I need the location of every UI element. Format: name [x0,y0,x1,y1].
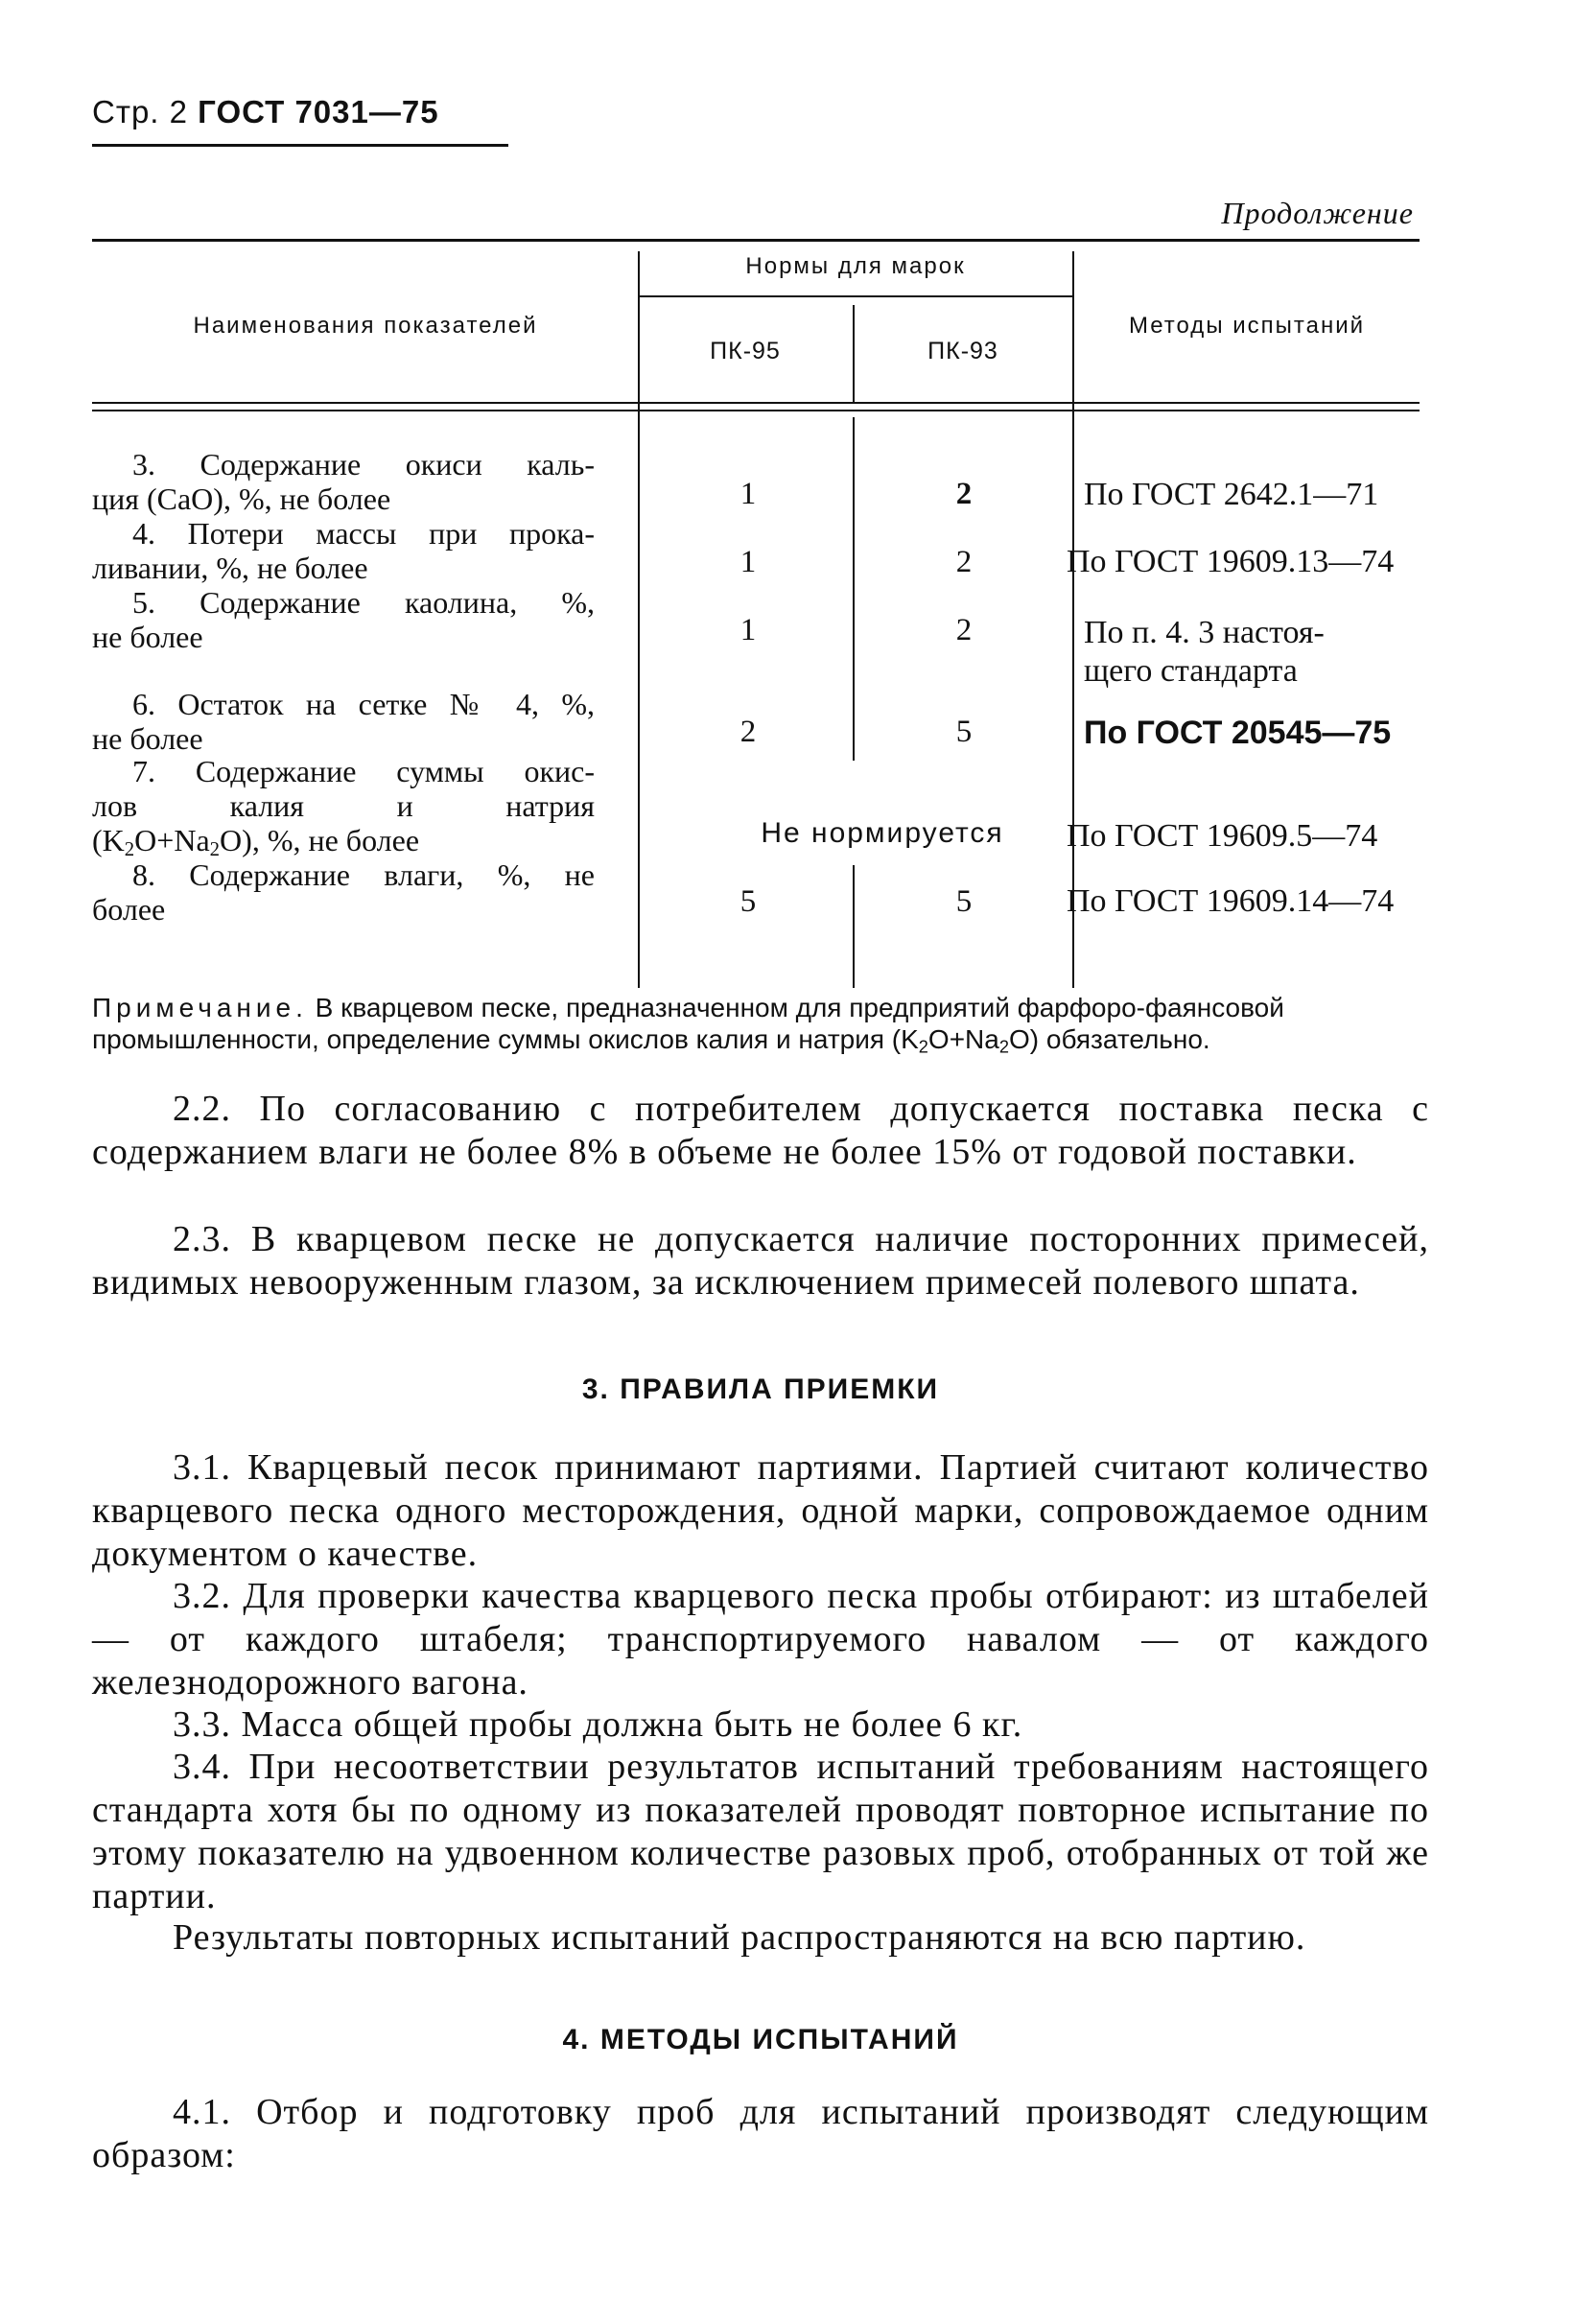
paragraph-4-1: 4.1. Отбор и подготовку проб для испытаний производят следующим образом: [92,2092,1429,2175]
standard-number: ГОСТ 7031—75 [198,94,439,129]
header-grade-pk93: ПК-93 [927,338,998,364]
header-norms: Нормы для марок [745,253,966,279]
table-row-4-pk95: 1 [739,545,757,579]
table-row-5-pk95: 1 [739,613,757,647]
page-number: Стр. 2 [92,94,188,129]
paragraph-3-4-result: Результаты повторных испытаний распространяются на всю партию. [173,1917,1306,1958]
header-grade-pk95: ПК-95 [710,338,781,364]
table-row-3-pk95: 1 [739,477,757,511]
table-header-rule-1 [92,402,1420,404]
paragraph-2-2: 2.2. По согласованию с потребителем допускается поставка песка с содержанием влаги не более 8% в объеме не более 15% от годовой поставки. [92,1089,1429,1172]
header-indicators: Наименования показателей [193,313,538,339]
continuation-label: Продолжение [1221,196,1414,230]
paragraph-3-2: 3.2. Для проверки качества кварцевого песка пробы отбирают: из штабелей — от каждого штабеля; транспортируемого навалом — от каждого железнодорожного вагона. [92,1576,1429,1702]
table-row-7-span-value: Не нормируется [761,817,1004,849]
section-heading-3: 3. ПРАВИЛА ПРИЕМКИ [581,1374,940,1405]
paragraph-3-1: 3.1. Кварцевый песок принимают партиями. Партией считают количество кварцевого песка одного месторождения, одной марки, сопровождаемое одним документом о качестве. [92,1447,1429,1574]
table-row-8-indicator: 8. Содержание влаги, %, не более [92,857,595,927]
table-row-3-pk93: 2 [955,477,973,511]
table-row-3-indicator: 3. Содержание окиси каль- ция (CaO), %, не более [92,447,595,516]
header-rule [92,144,508,147]
table-row-5-method: По п. 4. 3 настоя- щего стандарта [1084,615,1325,689]
section-heading-4: 4. МЕТОДЫ ИСПЫТАНИЙ [562,2024,959,2055]
table-row-8-pk95: 5 [739,884,757,919]
table-row-7-indicator: 7. Содержание суммы окис- лов калия и натрия $(K_2O+Na_2O)$, %, не более [92,754,595,861]
table-divider-right [1072,251,1074,988]
table-top-rule [92,239,1420,242]
table-row-7-method: По ГОСТ 19609.5—74 [1067,818,1378,854]
table-note: Примечание. В кварцевом песке, предназначенном для предприятий фарфоро-фаянсовой промышленности, определение суммы окислов калия и натрия $(K_2O+Na_2O)$ обязательно. [92,993,1284,1057]
table-row-8-method: По ГОСТ 19609.14—74 [1067,883,1395,919]
table-row-6-pk93: 5 [955,715,973,749]
norms-subheader-rule [639,295,1072,297]
table-row-4-indicator: 4. Потери массы при прока- ливании, %, не более [92,516,595,585]
table-row-8-pk93: 5 [955,884,973,919]
paragraph-3-4: 3.4. При несоответствии результатов испытаний требованиям настоящего стандарта хотя бы по одному из показателей проводят повторное испытание по этому показателю на удвоенном количестве разовых проб, отобранных от той же партии. [92,1747,1429,1916]
table-row-4-pk93: 2 [955,545,973,579]
table-row-5-indicator: 5. Содержание каолина, %, не более [92,585,595,654]
table-row-6-indicator: 6. Остаток на сетке № 4, %, не более [92,687,595,756]
page-header [92,94,439,130]
grade-divider-upper [853,417,855,761]
grade-divider-lower [853,865,855,988]
header-methods: Методы испытаний [1128,313,1366,339]
paragraph-2-3: 2.3. В кварцевом песке не допускается наличие посторонних примесей, видимых невооруженным глазом, за исключением примесей полевого шпата. [92,1219,1429,1303]
paragraph-3-3: 3.3. Масса общей пробы должна быть не более 6 кг. [173,1704,1023,1745]
table-header-rule-2 [92,410,1420,411]
table-row-5-pk93: 2 [955,613,973,647]
table-row-3-method: По ГОСТ 2642.1—71 [1084,477,1379,512]
table-row-6-method: По ГОСТ 20545—75 [1084,715,1392,751]
table-row-4-method: По ГОСТ 19609.13—74 [1067,544,1395,579]
table-row-6-pk95: 2 [739,715,757,749]
